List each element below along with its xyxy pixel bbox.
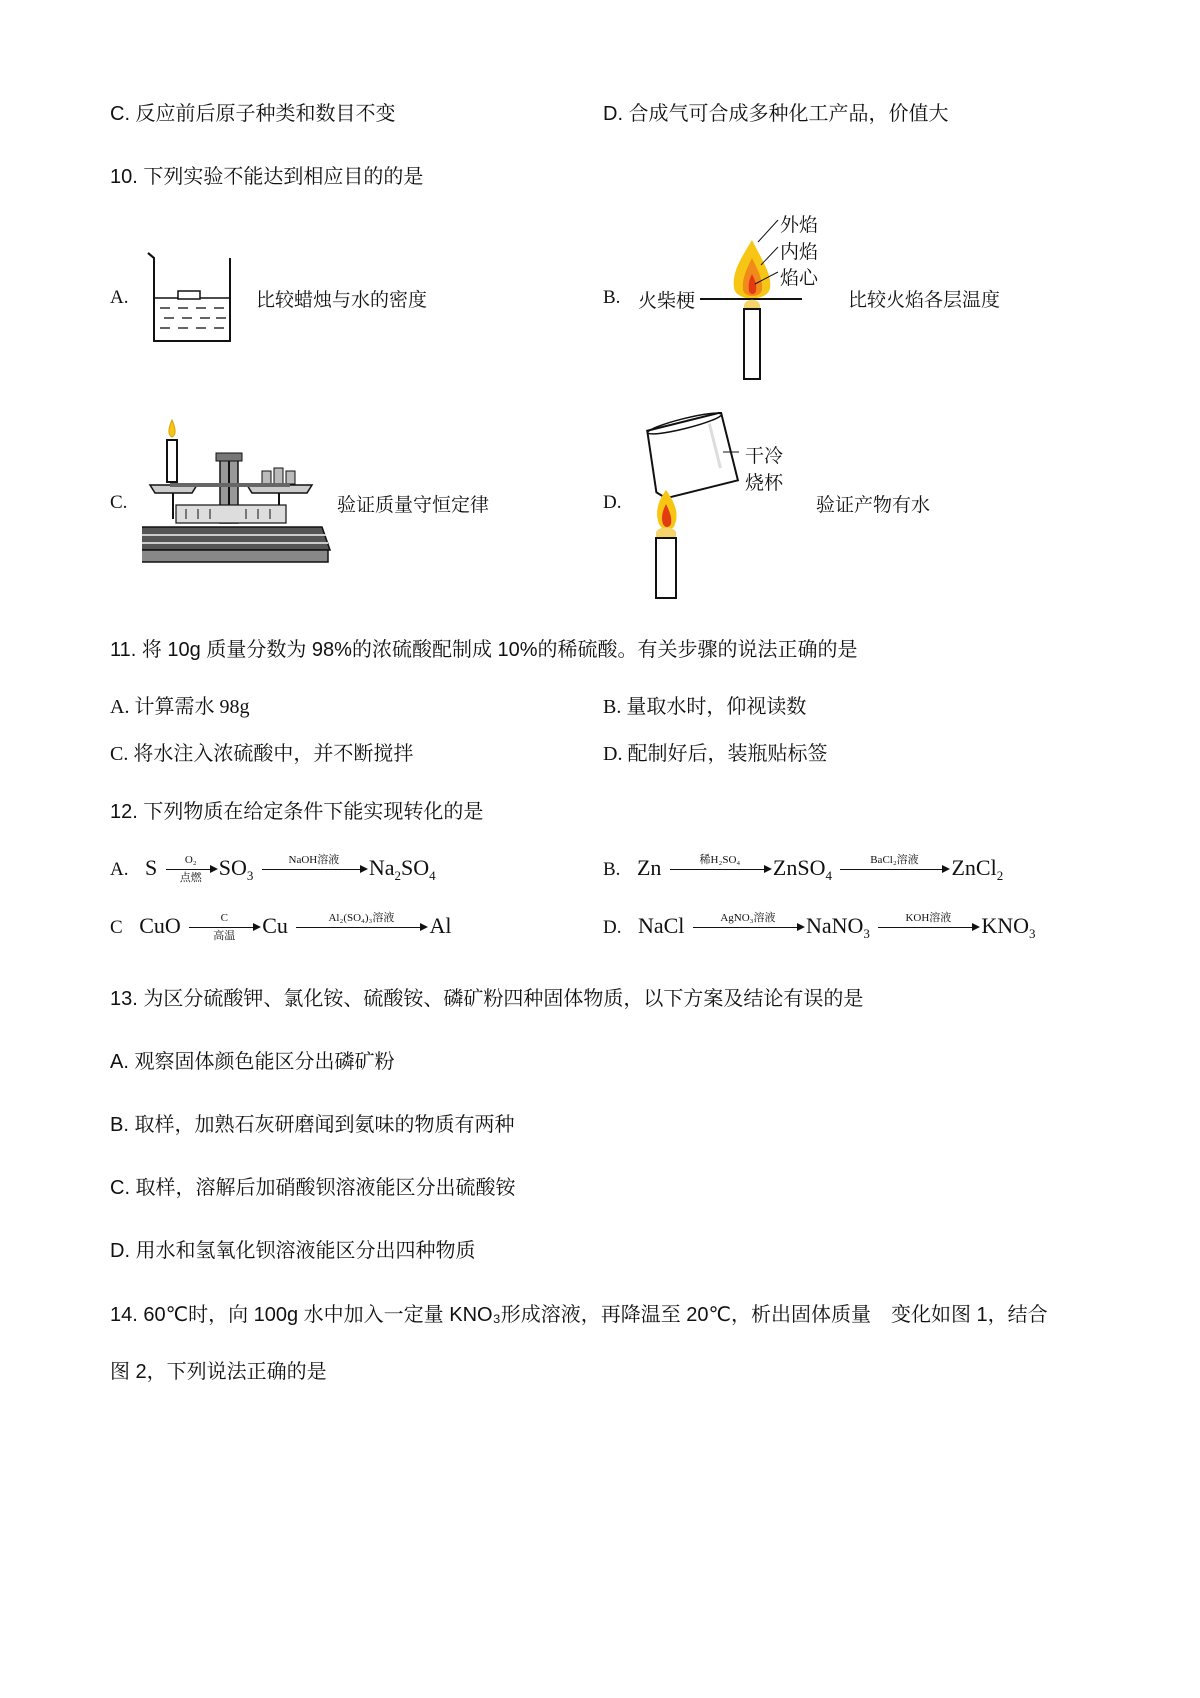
q12-b-s2: ZnSO bbox=[772, 855, 826, 880]
q12-c-s3: Al bbox=[429, 913, 452, 938]
q12-a-arrow1-bottom: 点燃 bbox=[179, 872, 202, 885]
q10-a-letter: A. bbox=[110, 287, 129, 308]
q12-c-s2: Cu bbox=[262, 913, 288, 938]
q10-b-core-flame-label: 焰心 bbox=[780, 267, 819, 289]
q10-b-match-label: 火柴梗 bbox=[638, 290, 696, 312]
q12-c-arrow2 bbox=[296, 912, 426, 928]
q12-option-a bbox=[110, 855, 436, 884]
q11-option-d: D. 配制好后，装瓶贴标签 bbox=[603, 743, 828, 765]
q12-d-s3: KNO bbox=[981, 913, 1030, 938]
q12-b-letter: B. bbox=[603, 859, 621, 880]
q12-d-arrow2 bbox=[878, 912, 978, 928]
q12-b-s2-sub: 4 bbox=[825, 868, 832, 883]
q12-option-b bbox=[603, 855, 1003, 884]
q12-d-s3-sub: 3 bbox=[1029, 926, 1036, 941]
q12-stem: 12. 下列物质在给定条件下能实现转化的是 bbox=[110, 801, 484, 823]
q12-d-arrow2-top: KOH溶液 bbox=[905, 912, 952, 925]
q10-d-beaker-label-line1: 干冷 bbox=[745, 445, 784, 467]
q13-option-d: D. 用水和氢氧化钡溶液能区分出四种物质 bbox=[110, 1240, 476, 1262]
q10-b-outer-flame-label: 外焰 bbox=[780, 214, 819, 236]
q12-b-arrow1-top: 稀H₂SO₄ bbox=[699, 854, 741, 867]
q9-option-c: C. 反应前后原子种类和数目不变 bbox=[110, 103, 396, 125]
q12-a-arrow1 bbox=[166, 854, 216, 885]
q12-a-s1: S bbox=[144, 855, 158, 880]
q13-stem: 13. 为区分硫酸钾、氯化铵、硫酸铵、磷矿粉四种固体物质，以下方案及结论有误的是 bbox=[110, 988, 864, 1010]
q12-c-arrow1-top: C bbox=[220, 912, 228, 925]
q12-d-arrow1-top: AgNO₃溶液 bbox=[720, 912, 776, 925]
q12-a-s2-sub: 3 bbox=[246, 868, 254, 883]
q11-option-b: B. 量取水时，仰视读数 bbox=[603, 696, 807, 718]
q10-d-letter: D. bbox=[603, 492, 622, 513]
q12-a-s3-sub1: 2 bbox=[394, 868, 402, 883]
q10-stem: 10. 下列实验不能达到相应目的的是 bbox=[110, 166, 424, 188]
q12-d-s1: NaCl bbox=[637, 913, 685, 938]
q9-option-d: D. 合成气可合成多种化工产品，价值大 bbox=[603, 103, 949, 125]
q14-stem-line1: 14. 60℃时，向 100g 水中加入一定量 KNO₃形成溶液，再降温至 20℃，析出固体质量 变化如图 1，结合 bbox=[110, 1304, 1048, 1326]
q12-a-arrow1-top: O₂ bbox=[184, 854, 197, 867]
q12-c-arrow2-top: Al₂(SO₄)₃溶液 bbox=[328, 912, 395, 925]
q12-a-s3-sub2: 4 bbox=[429, 868, 436, 883]
q10-a-text: 比较蜡烛与水的密度 bbox=[256, 289, 428, 311]
q12-c-letter: C bbox=[110, 917, 123, 938]
q11-stem: 11. 将 10g 质量分数为 98%的浓硫酸配制成 10%的稀硫酸。有关步骤的说法正确的是 bbox=[110, 639, 858, 661]
beaker-wax-figure bbox=[140, 248, 240, 348]
q12-d-s2-sub: 3 bbox=[863, 926, 870, 941]
q12-d-arrow1 bbox=[693, 912, 803, 928]
q10-b-inner-flame-label: 内焰 bbox=[780, 241, 819, 263]
q10-c-letter: C. bbox=[110, 492, 128, 513]
q12-option-c bbox=[110, 912, 452, 943]
q12-b-s1: Zn bbox=[636, 855, 662, 880]
q12-b-s3-sub: 2 bbox=[996, 868, 1004, 883]
q12-a-letter: A. bbox=[110, 859, 129, 880]
q14-stem-line2: 图 2，下列说法正确的是 bbox=[110, 1361, 327, 1383]
q12-option-d bbox=[603, 913, 1036, 942]
q13-option-a: A. 观察固体颜色能区分出磷矿粉 bbox=[110, 1051, 395, 1073]
q12-a-s3: Na bbox=[368, 855, 395, 880]
q12-d-letter: D. bbox=[603, 917, 622, 938]
q12-b-arrow1 bbox=[670, 854, 770, 870]
q12-a-arrow2-top: NaOH溶液 bbox=[288, 854, 340, 867]
dry-cold-beaker-figure bbox=[635, 412, 755, 602]
q12-a-s2: SO bbox=[218, 855, 247, 880]
q13-option-c: C. 取样，溶解后加硝酸钡溶液能区分出硫酸铵 bbox=[110, 1177, 516, 1199]
q12-b-s3: ZnCl bbox=[951, 855, 997, 880]
q10-d-text: 验证产物有水 bbox=[816, 494, 931, 516]
q10-b-letter: B. bbox=[603, 287, 621, 308]
q12-b-arrow2 bbox=[840, 854, 948, 870]
q11-option-c: C. 将水注入浓硫酸中，并不断搅拌 bbox=[110, 743, 414, 765]
q12-c-s1: CuO bbox=[139, 913, 181, 938]
q10-b-text: 比较火焰各层温度 bbox=[848, 289, 1001, 311]
balance-scale-figure bbox=[142, 415, 332, 575]
q12-c-arrow1-bottom: 高温 bbox=[213, 930, 236, 943]
q12-b-arrow2-top: BaCl₂溶液 bbox=[870, 854, 919, 867]
q11-option-a: A. 计算需水 98g bbox=[110, 696, 250, 718]
q12-d-s2: NaNO bbox=[805, 913, 864, 938]
q10-d-beaker-label-line2: 烧杯 bbox=[745, 472, 784, 494]
q12-a-s3-mid: SO bbox=[401, 855, 430, 880]
q12-a-arrow2 bbox=[262, 854, 366, 870]
q13-option-b: B. 取样，加熟石灰研磨闻到氨味的物质有两种 bbox=[110, 1114, 515, 1136]
q12-c-arrow1 bbox=[189, 912, 259, 943]
q10-c-text: 验证质量守恒定律 bbox=[337, 494, 490, 516]
